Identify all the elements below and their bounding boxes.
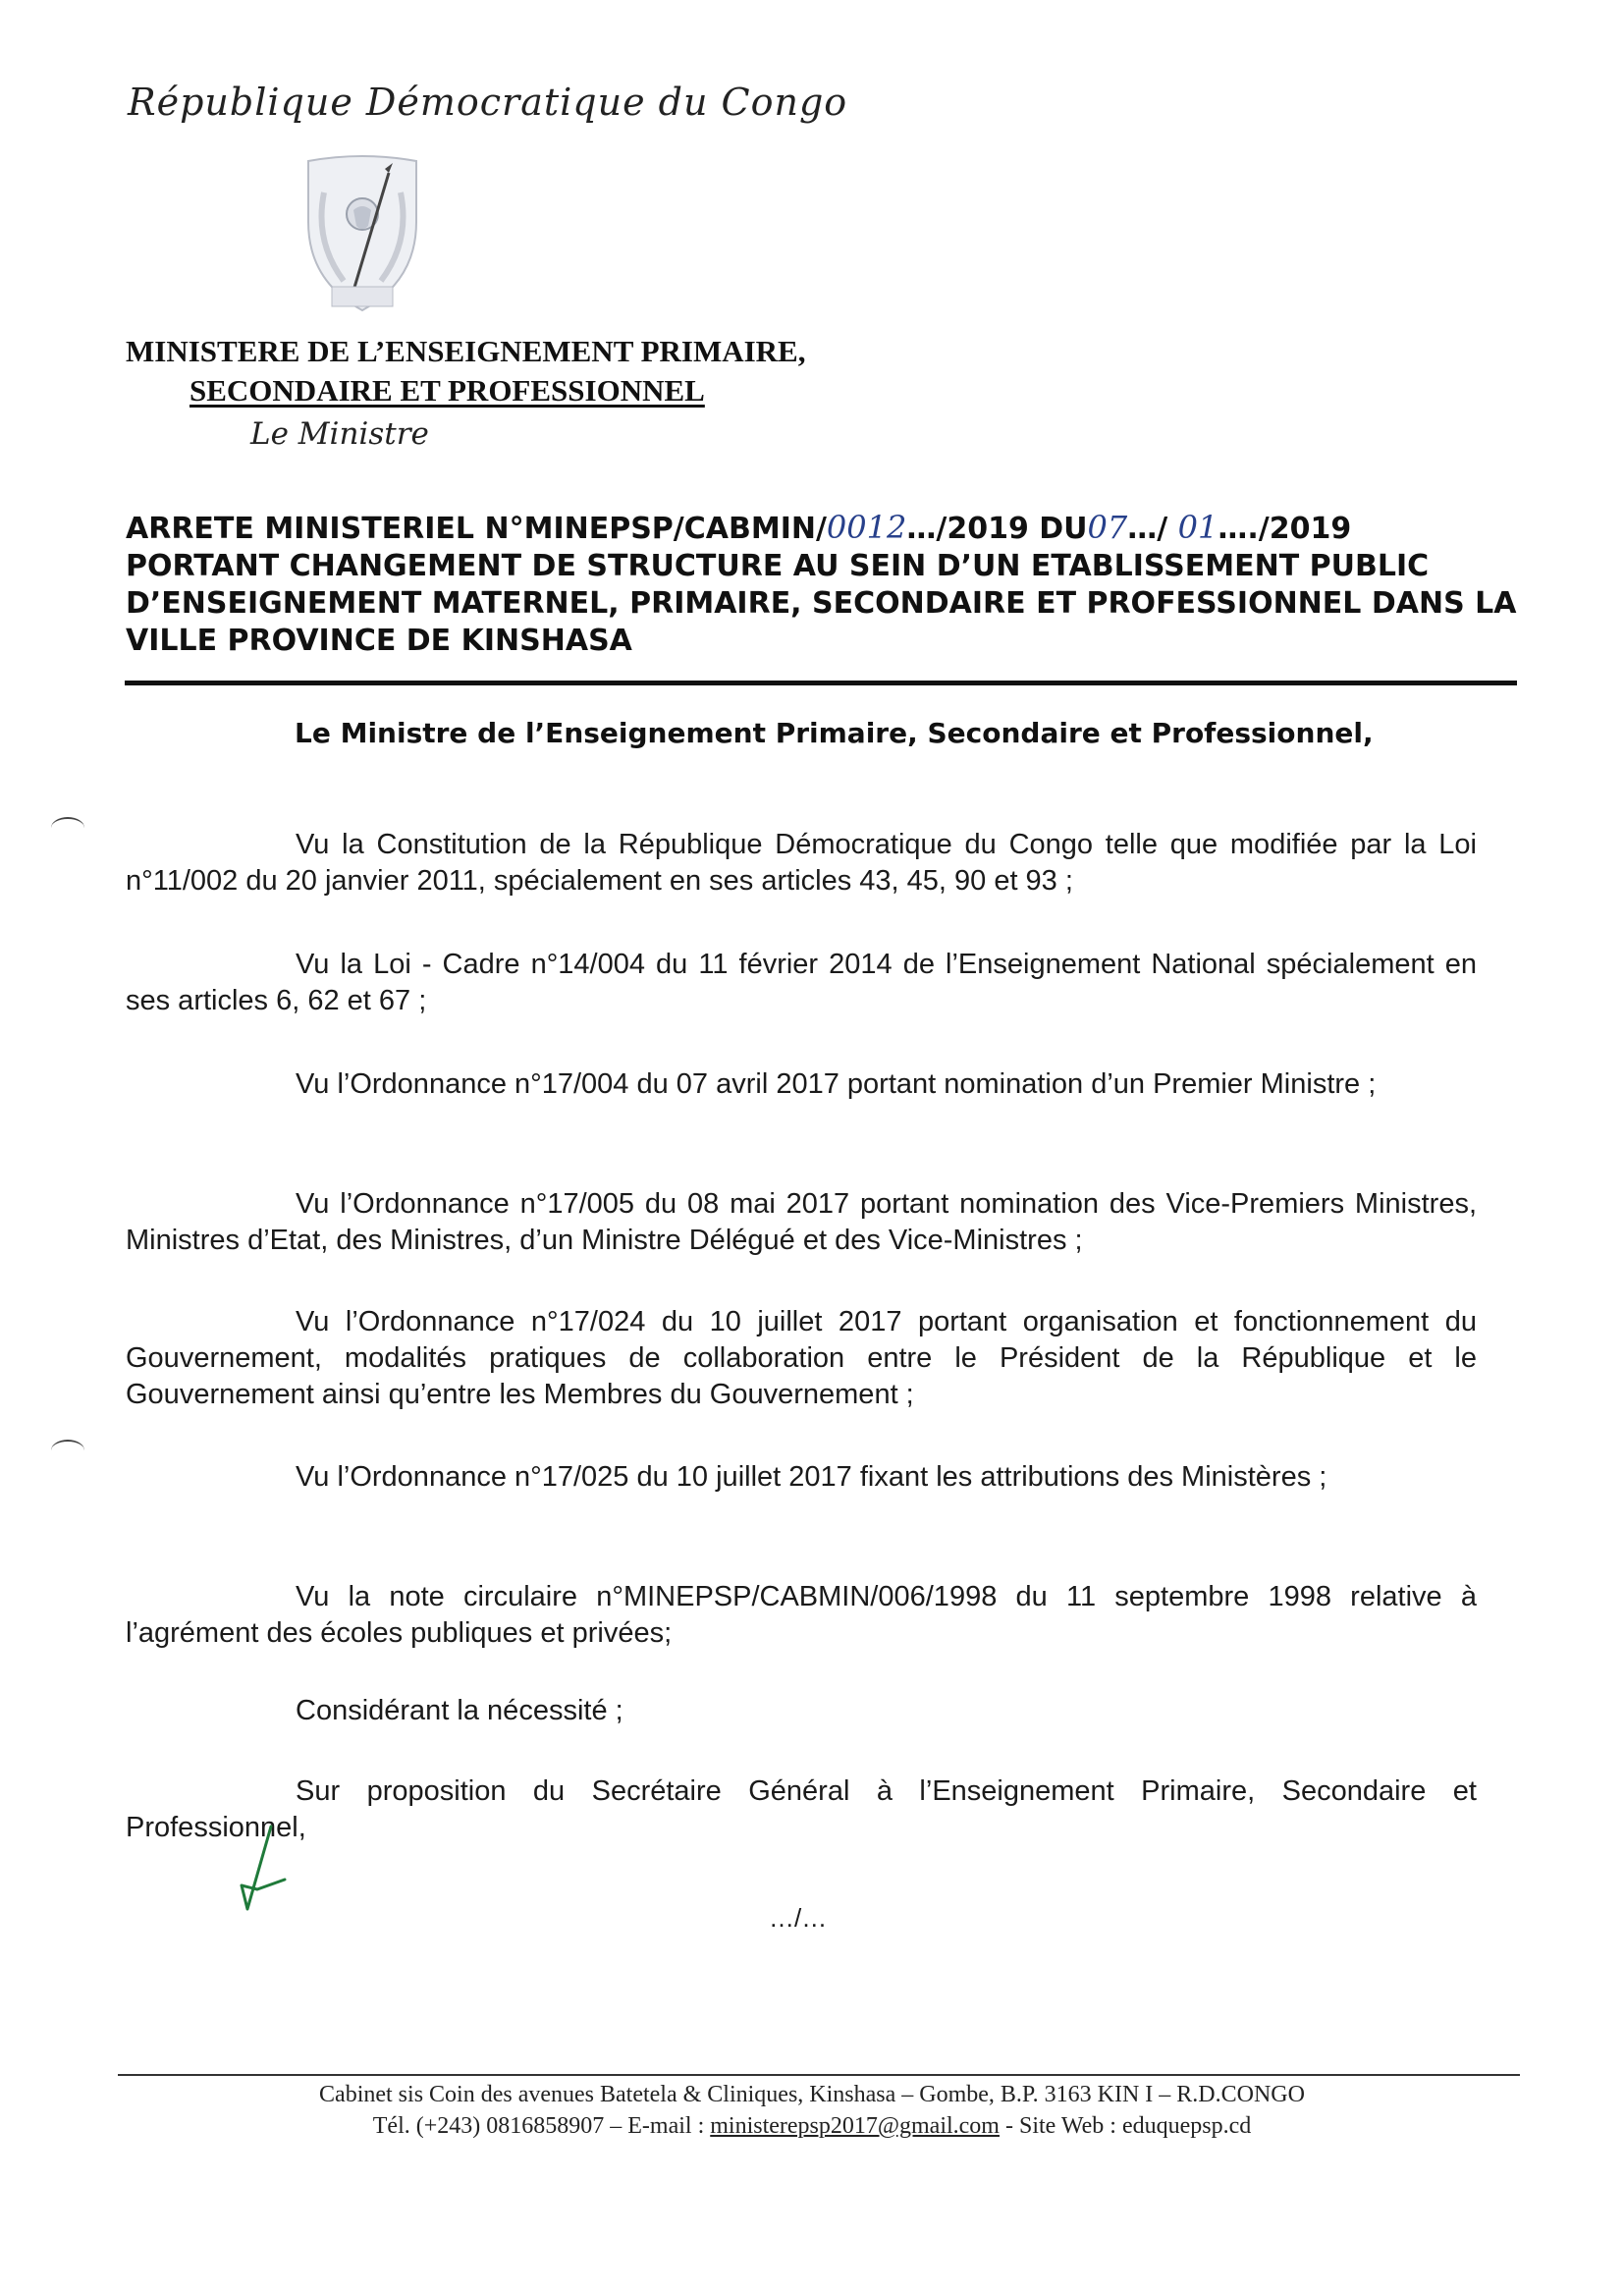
paragraph-note-circulaire: Vu la note circulaire n°MINEPSP/CABMIN/006/1998 du 11 septembre 1998 relative à l’agrément des écoles publiques et privées; bbox=[126, 1581, 1477, 1649]
decree-subject: PORTANT CHANGEMENT DE STRUCTURE AU SEIN D’UN ETABLISSEMENT PUBLIC D’ENSEIGNEMENT MATERNEL, PRIMAIRE, SECONDAIRE ET PROFESSIONNEL DANS LA VILLE PROVINCE DE KINSHASA bbox=[126, 549, 1517, 658]
footer-divider bbox=[118, 2074, 1520, 2076]
decree-title bbox=[126, 509, 1520, 660]
ministry-name-line1: MINISTERE DE L’ENSEIGNEMENT PRIMAIRE, bbox=[126, 334, 806, 368]
paragraph-sur-proposition: Sur proposition du Secrétaire Général à l’Enseignement Primaire, Secondaire et Professionnel, bbox=[126, 1775, 1477, 1843]
decree-month-handwritten: 01 bbox=[1177, 509, 1218, 546]
paragraph-ordonnance-17-024: Vu l’Ordonnance n°17/024 du 10 juillet 2017 portant organisation et fonctionnement du Gouvernement, modalités pratiques de collaboration entre le Président de la République et le Gouvernement ainsi qu’entre les Membres du Gouvernement ; bbox=[126, 1306, 1477, 1410]
handwritten-initial-mark bbox=[228, 1823, 289, 1917]
decree-mid2: …/ bbox=[1127, 512, 1178, 546]
punch-hole-mark bbox=[51, 817, 84, 839]
coat-of-arms-emblem bbox=[295, 153, 430, 320]
paragraph-ordonnance-17-025: Vu l’Ordonnance n°17/025 du 10 juillet 2017 fixant les attributions des Ministères ; bbox=[296, 1461, 1327, 1493]
footer-address: Cabinet sis Coin des avenues Batetela & Cliniques, Kinshasa – Gombe, B.P. 3163 KIN I – R.D.CONGO bbox=[319, 2082, 1305, 2107]
decree-suffix: …./2019 bbox=[1218, 512, 1352, 546]
footer-website[interactable]: eduquepsp.cd bbox=[1121, 2113, 1252, 2139]
le-ministre-signature-title: Le Ministre bbox=[250, 416, 429, 452]
punch-hole-mark bbox=[51, 1440, 84, 1461]
paragraph-considerant: Considérant la nécessité ; bbox=[296, 1695, 623, 1726]
footer-contact bbox=[0, 2113, 1624, 2140]
ministry-name-line2: SECONDAIRE ET PROFESSIONNEL bbox=[189, 373, 705, 408]
paragraph-loi-cadre: Vu la Loi - Cadre n°14/004 du 11 février 2014 de l’Enseignement National spécialement en ses articles 6, 62 et 67 ; bbox=[126, 949, 1477, 1016]
continuation-mark: …/… bbox=[769, 1903, 828, 1933]
decree-reference bbox=[126, 509, 1520, 548]
title-divider bbox=[125, 681, 1517, 685]
paragraph-ordonnance-17-005: Vu l’Ordonnance n°17/005 du 08 mai 2017 portant nomination des Vice-Premiers Ministres, Ministres d’Etat, des Ministres, d’un Ministre Délégué et des Vice-Ministres ; bbox=[126, 1188, 1477, 1256]
republic-heading: République Démocratique du Congo bbox=[128, 81, 848, 124]
footer-email-link[interactable]: ministerepsp2017@gmail.com bbox=[710, 2113, 1000, 2139]
footer-website-label: - Site Web : bbox=[999, 2113, 1122, 2139]
minister-heading: Le Ministre de l’Enseignement Primaire, Secondaire et Professionnel, bbox=[295, 717, 1374, 749]
decree-prefix: ARRETE MINISTERIEL N°MINEPSP/CABMIN/ bbox=[126, 512, 827, 546]
paragraph-ordonnance-17-004: Vu l’Ordonnance n°17/004 du 07 avril 2017 portant nomination d’un Premier Ministre ; bbox=[296, 1068, 1377, 1100]
decree-day-handwritten: 07 bbox=[1087, 509, 1128, 546]
footer-phone: Tél. (+243) 0816858907 – E-mail : bbox=[372, 2113, 711, 2139]
paragraph-constitution: Vu la Constitution de la République Démocratique du Congo telle que modifiée par la Loi n°11/002 du 20 janvier 2011, spécialement en ses articles 43, 45, 90 et 93 ; bbox=[126, 829, 1477, 897]
decree-number-handwritten: 0012 bbox=[826, 509, 907, 546]
decree-mid1: …/2019 DU bbox=[906, 512, 1088, 546]
